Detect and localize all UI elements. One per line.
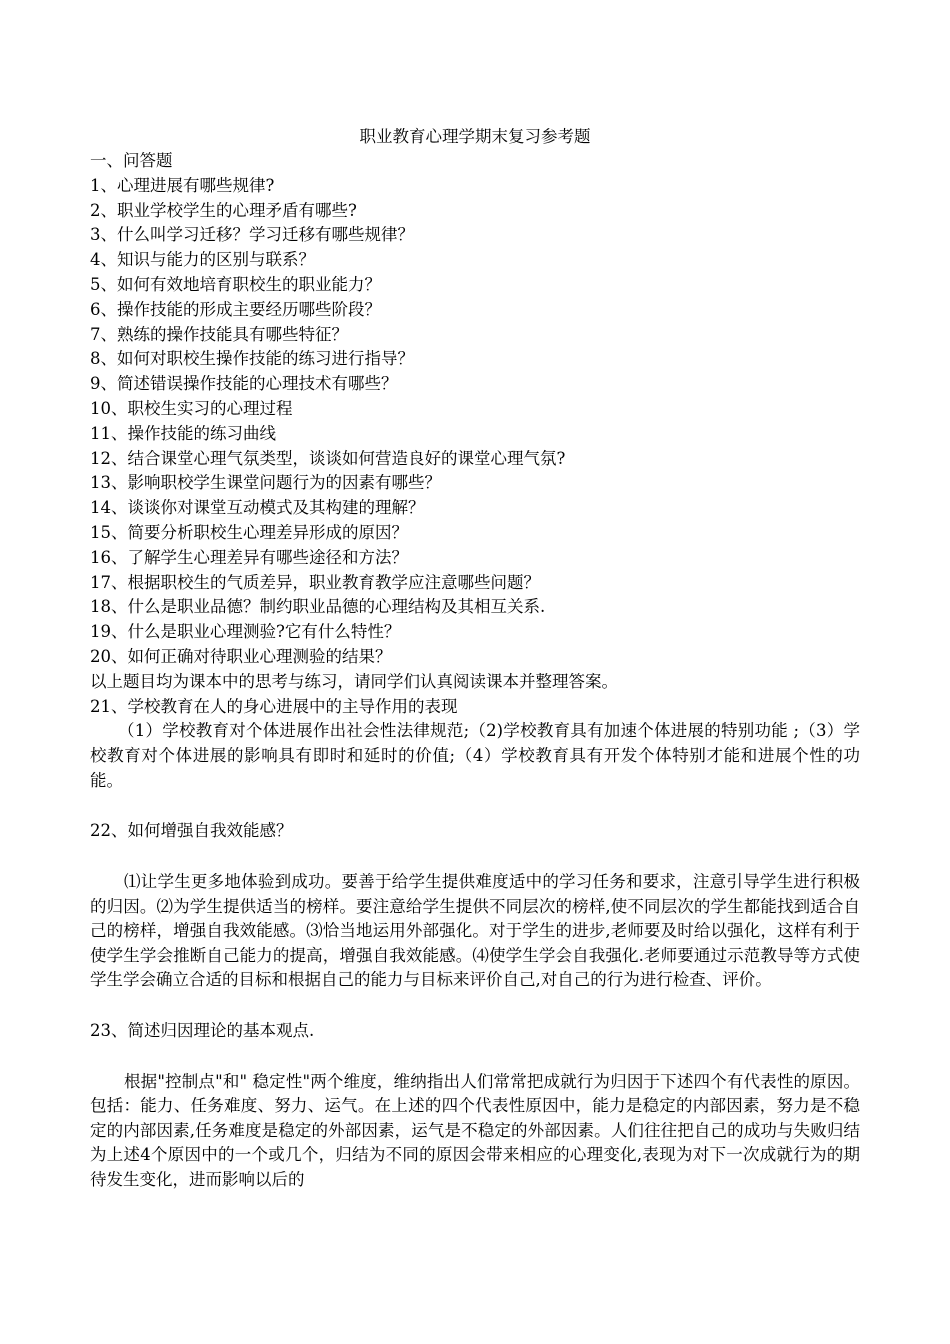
- answer-21: （1）学校教育对个体进展作出社会性法律规范;（2)学校教育具有加速个体进展的特别功能 ;（3）学校教育对个体进展的影响具有即时和延时的价值;（4）学校教育具有开发个体特别才能和进展个性的功能。: [90, 721, 860, 790]
- section-heading: 一、问答题: [90, 151, 173, 170]
- question-list: [90, 174, 860, 670]
- question-item: 8、如何对职校生操作技能的练习进行指导？: [90, 349, 414, 369]
- question-item: 13、影响职校学生课堂问题行为的因素有哪些？: [90, 473, 441, 493]
- question-22: 22、如何增强自我效能感？: [90, 821, 293, 841]
- question-item: 15、简要分析职校生心理差异形成的原因？: [90, 522, 408, 542]
- question-item: 7、熟练的操作技能具有哪些特征？: [90, 324, 348, 344]
- document-title: 职业教育心理学期末复习参考题: [359, 127, 591, 146]
- answer-23: 根据"控制点"和" 稳定性"两个维度，维纳指出人们常常把成就行为归因于下述四个有代表性的原因。包括：能力、任务难度、努力、运气。在上述的四个代表性原因中，能力是稳定的内部因素，努力是不稳定的内部因素,任务难度是稳定的外部因素，运气是不稳定的外部因素。人们往往把自己的成功与失败归结为上述4个原因中的一个或几个，归结为不同的原因会带来相应的心理变化,表现为对下一次成就行为的期待发生变化，进而影响以后的: [90, 1071, 860, 1190]
- question-item: 14、谈谈你对课堂互动模式及其构建的理解？: [90, 498, 425, 518]
- question-item: 10、职校生实习的心理过程: [90, 398, 293, 418]
- question-23: 23、简述归因理论的基本观点.: [90, 1020, 315, 1040]
- question-21: 21、学校教育在人的身心进展中的主导作用的表现: [90, 696, 458, 716]
- spacer: [90, 793, 860, 819]
- answer-22: ⑴让学生更多地体验到成功。要善于给学生提供难度适中的学习任务和要求，注意引导学生进行积极的归因。⑵为学生提供适当的榜样。要注意给学生提供不同层次的榜样,使不同层次的学生都能找到适合自己的榜样，增强自我效能感。⑶恰当地运用外部强化。对于学生的进步,老师要及时给以强化，这样有利于使学生学会推断自己能力的提高，增强自我效能感。⑷使学生学会自我强化.老师要通过示范教导等方式使学生学会确立合适的目标和根据自己的能力与目标来评价自己,对自己的行为进行检查、评价。: [90, 871, 860, 990]
- question-item: 20、如何正确对待职业心理测验的结果？: [90, 646, 392, 666]
- question-item: 4、知识与能力的区别与联系？: [90, 250, 315, 270]
- study-note: 以上题目均为课本中的思考与练习，请同学们认真阅读课本并整理答案。: [90, 671, 618, 691]
- spacer: [90, 844, 860, 870]
- question-item: 16、了解学生心理差异有哪些途径和方法？: [90, 547, 408, 567]
- question-item: 6、操作技能的形成主要经历哪些阶段？: [90, 299, 381, 319]
- question-item: 5、如何有效地培育职校生的职业能力？: [90, 274, 381, 294]
- question-item: 18、什么是职业品德？制约职业品德的心理结构及其相互关系.: [90, 597, 546, 617]
- question-item: 9、简述错误操作技能的心理技术有哪些？: [90, 374, 398, 394]
- question-item: 17、根据职校生的气质差异，职业教育教学应注意哪些问题？: [90, 572, 540, 592]
- question-item: 1、心理进展有哪些规律?: [90, 175, 275, 195]
- question-item: 2、职业学校学生的心理矛盾有哪些?: [90, 200, 357, 220]
- question-item: 12、结合课堂心理气氛类型，谈谈如何营造良好的课堂心理气氛?: [90, 448, 566, 468]
- question-item: 3、什么叫学习迁移？学习迁移有哪些规律？: [90, 225, 414, 245]
- question-item: 19、什么是职业心理测验?它有什么特性？: [90, 622, 401, 642]
- spacer: [90, 1044, 860, 1070]
- question-item: 11、操作技能的练习曲线: [90, 423, 276, 443]
- spacer: [90, 993, 860, 1019]
- document-page: [90, 124, 860, 1193]
